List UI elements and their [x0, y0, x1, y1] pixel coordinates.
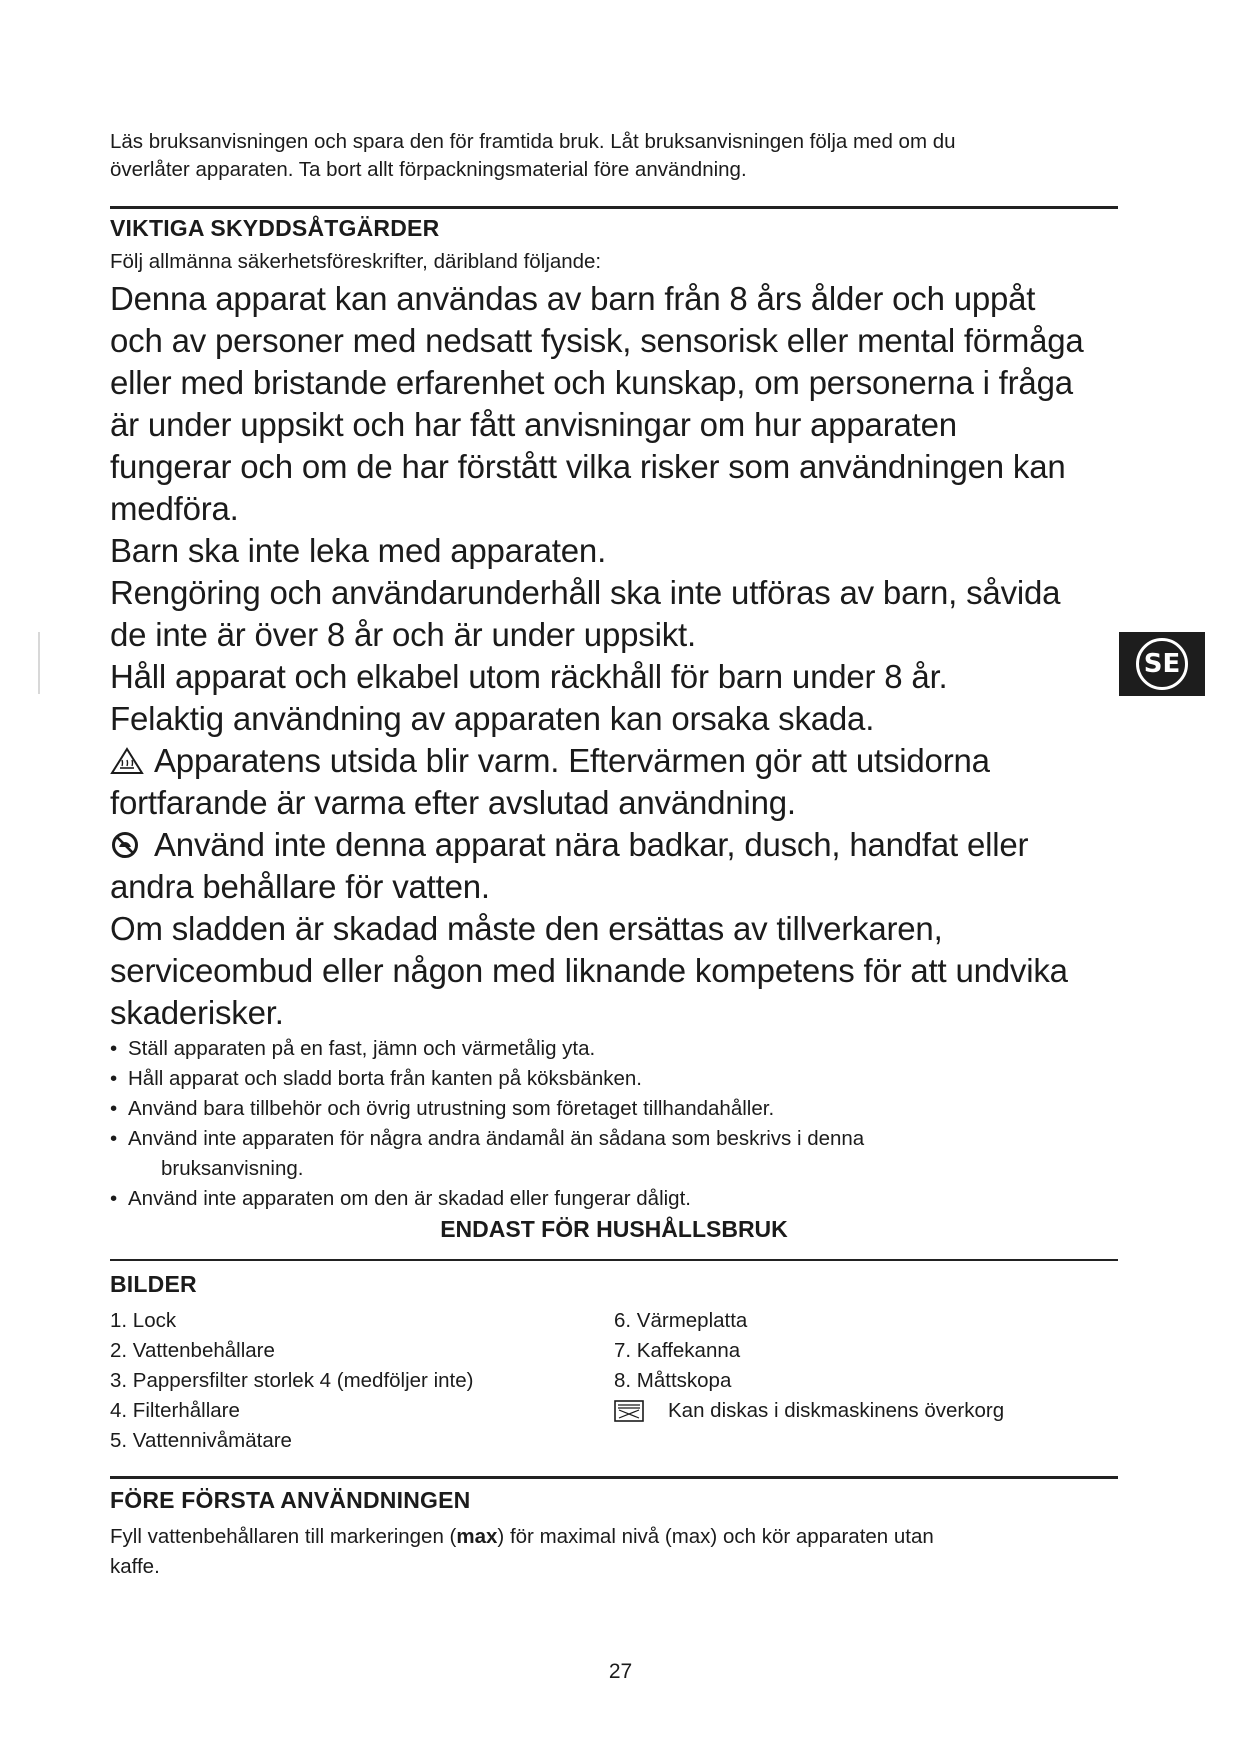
safety-line: Rengöring och användarunderhåll ska inte utföras av barn, såvida	[110, 574, 1061, 611]
list-item: 6. Värmeplatta	[614, 1309, 748, 1332]
list-item-continuation: bruksanvisning.	[161, 1157, 304, 1180]
list-item: 7. Kaffekanna	[614, 1339, 741, 1362]
images-title: BILDER	[110, 1271, 197, 1297]
list-item-text: Använd inte apparaten för några andra ändamål än sådana som beskrivs i denna	[128, 1127, 865, 1150]
page-content	[110, 128, 1118, 1582]
list-item: 1. Lock	[110, 1309, 177, 1332]
safety-line: fungerar och om de har förstått vilka risker som användningen kan	[110, 448, 1066, 485]
list-item: 4. Filterhållare	[110, 1399, 240, 1422]
water-warning	[110, 824, 1118, 866]
household-use-notice: ENDAST FÖR HUSHÅLLSBRUK	[440, 1216, 788, 1242]
dishwasher-icon	[614, 1400, 644, 1422]
hot-warning-continued: fortfarande är varma efter avslutad användning.	[110, 784, 796, 821]
list-item-text: Ställ apparaten på en fast, jämn och värmetålig yta.	[128, 1037, 596, 1060]
safety-line: eller med bristande erfarenhet och kunskap, om personerna i fråga	[110, 364, 1073, 401]
cord-line: skaderisker.	[110, 994, 284, 1031]
list-item-text: Använd inte apparaten om den är skadad eller fungerar dåligt.	[128, 1187, 691, 1210]
list-item	[110, 1124, 1118, 1184]
page-number: 27	[608, 1660, 633, 1683]
safety-text	[110, 278, 1118, 1034]
list-item	[110, 1034, 1118, 1064]
list-item: 3. Pappersfilter storlek 4 (medföljer inte)	[110, 1369, 474, 1392]
first-use-text-part: ) för maximal nivå (max) och kör apparaten utan	[497, 1525, 934, 1548]
list-item	[110, 1094, 1118, 1124]
first-use-max-label: max	[456, 1525, 498, 1548]
list-item: 5. Vattennivåmätare	[110, 1429, 292, 1452]
first-use-text-continued: kaffe.	[110, 1555, 160, 1578]
safety-title: VIKTIGA SKYDDSÅTGÄRDER	[110, 215, 440, 241]
no-water-icon	[110, 831, 144, 859]
language-badge-label: SE	[1136, 638, 1188, 690]
section-divider	[110, 1259, 1118, 1261]
hot-warning-text: Apparatens utsida blir varm. Eftervärmen gör att utsidorna	[154, 742, 990, 779]
safety-line: medföra.	[110, 490, 239, 527]
margin-mark	[38, 632, 40, 694]
safety-line: de inte är över 8 år och är under uppsikt.	[110, 616, 696, 653]
intro-line-2: överlåter apparaten. Ta bort allt förpackningsmaterial före användning.	[110, 158, 747, 181]
list-item: 2. Vattenbehållare	[110, 1339, 275, 1362]
safety-line: Denna apparat kan användas av barn från 8 års ålder och uppåt	[110, 280, 1036, 317]
cord-line: Om sladden är skadad måste den ersättas av tillverkaren,	[110, 910, 943, 947]
dishwasher-note	[614, 1396, 1118, 1426]
water-warning-continued: andra behållare för vatten.	[110, 868, 490, 905]
first-use-text	[110, 1522, 1118, 1552]
dishwasher-note-text: Kan diskas i diskmaskinens överkorg	[668, 1399, 1005, 1422]
hot-surface-warning-icon	[110, 747, 144, 775]
first-use-text-part: Fyll vattenbehållaren till markeringen (	[110, 1525, 457, 1548]
cord-line: serviceombud eller någon med liknande kompetens för att undvika	[110, 952, 1068, 989]
list-item: 8. Måttskopa	[614, 1369, 732, 1392]
first-use-title: FÖRE FÖRSTA ANVÄNDNINGEN	[110, 1487, 471, 1513]
list-item-text: Håll apparat och sladd borta från kanten på köksbänken.	[128, 1067, 642, 1090]
parts-list	[110, 1306, 1118, 1456]
intro-line-1: Läs bruksanvisningen och spara den för framtida bruk. Låt bruksanvisningen följa med om du	[110, 130, 956, 153]
hot-warning	[110, 740, 1118, 782]
list-item-text: Använd bara tillbehör och övrig utrustning som företaget tillhandahåller.	[128, 1097, 775, 1120]
section-divider	[110, 206, 1118, 209]
water-warning-text: Använd inte denna apparat nära badkar, dusch, handfat eller	[154, 826, 1029, 863]
list-item	[110, 1064, 1118, 1094]
section-divider	[110, 1476, 1118, 1479]
safety-line: Håll apparat och elkabel utom räckhåll för barn under 8 år.	[110, 658, 948, 695]
language-badge	[1119, 632, 1205, 696]
list-item	[110, 1184, 1118, 1214]
safety-line: Felaktig användning av apparaten kan orsaka skada.	[110, 700, 875, 737]
safety-line: och av personer med nedsatt fysisk, sensorisk eller mental förmåga	[110, 322, 1084, 359]
parts-list-right	[614, 1306, 1118, 1456]
safety-line: är under uppsikt och har fått anvisningar om hur apparaten	[110, 406, 957, 443]
parts-list-left	[110, 1306, 614, 1456]
safety-line: Barn ska inte leka med apparaten.	[110, 532, 607, 569]
safety-bullet-list	[110, 1034, 1118, 1214]
safety-subtitle: Följ allmänna säkerhetsföreskrifter, däribland följande:	[110, 250, 602, 273]
